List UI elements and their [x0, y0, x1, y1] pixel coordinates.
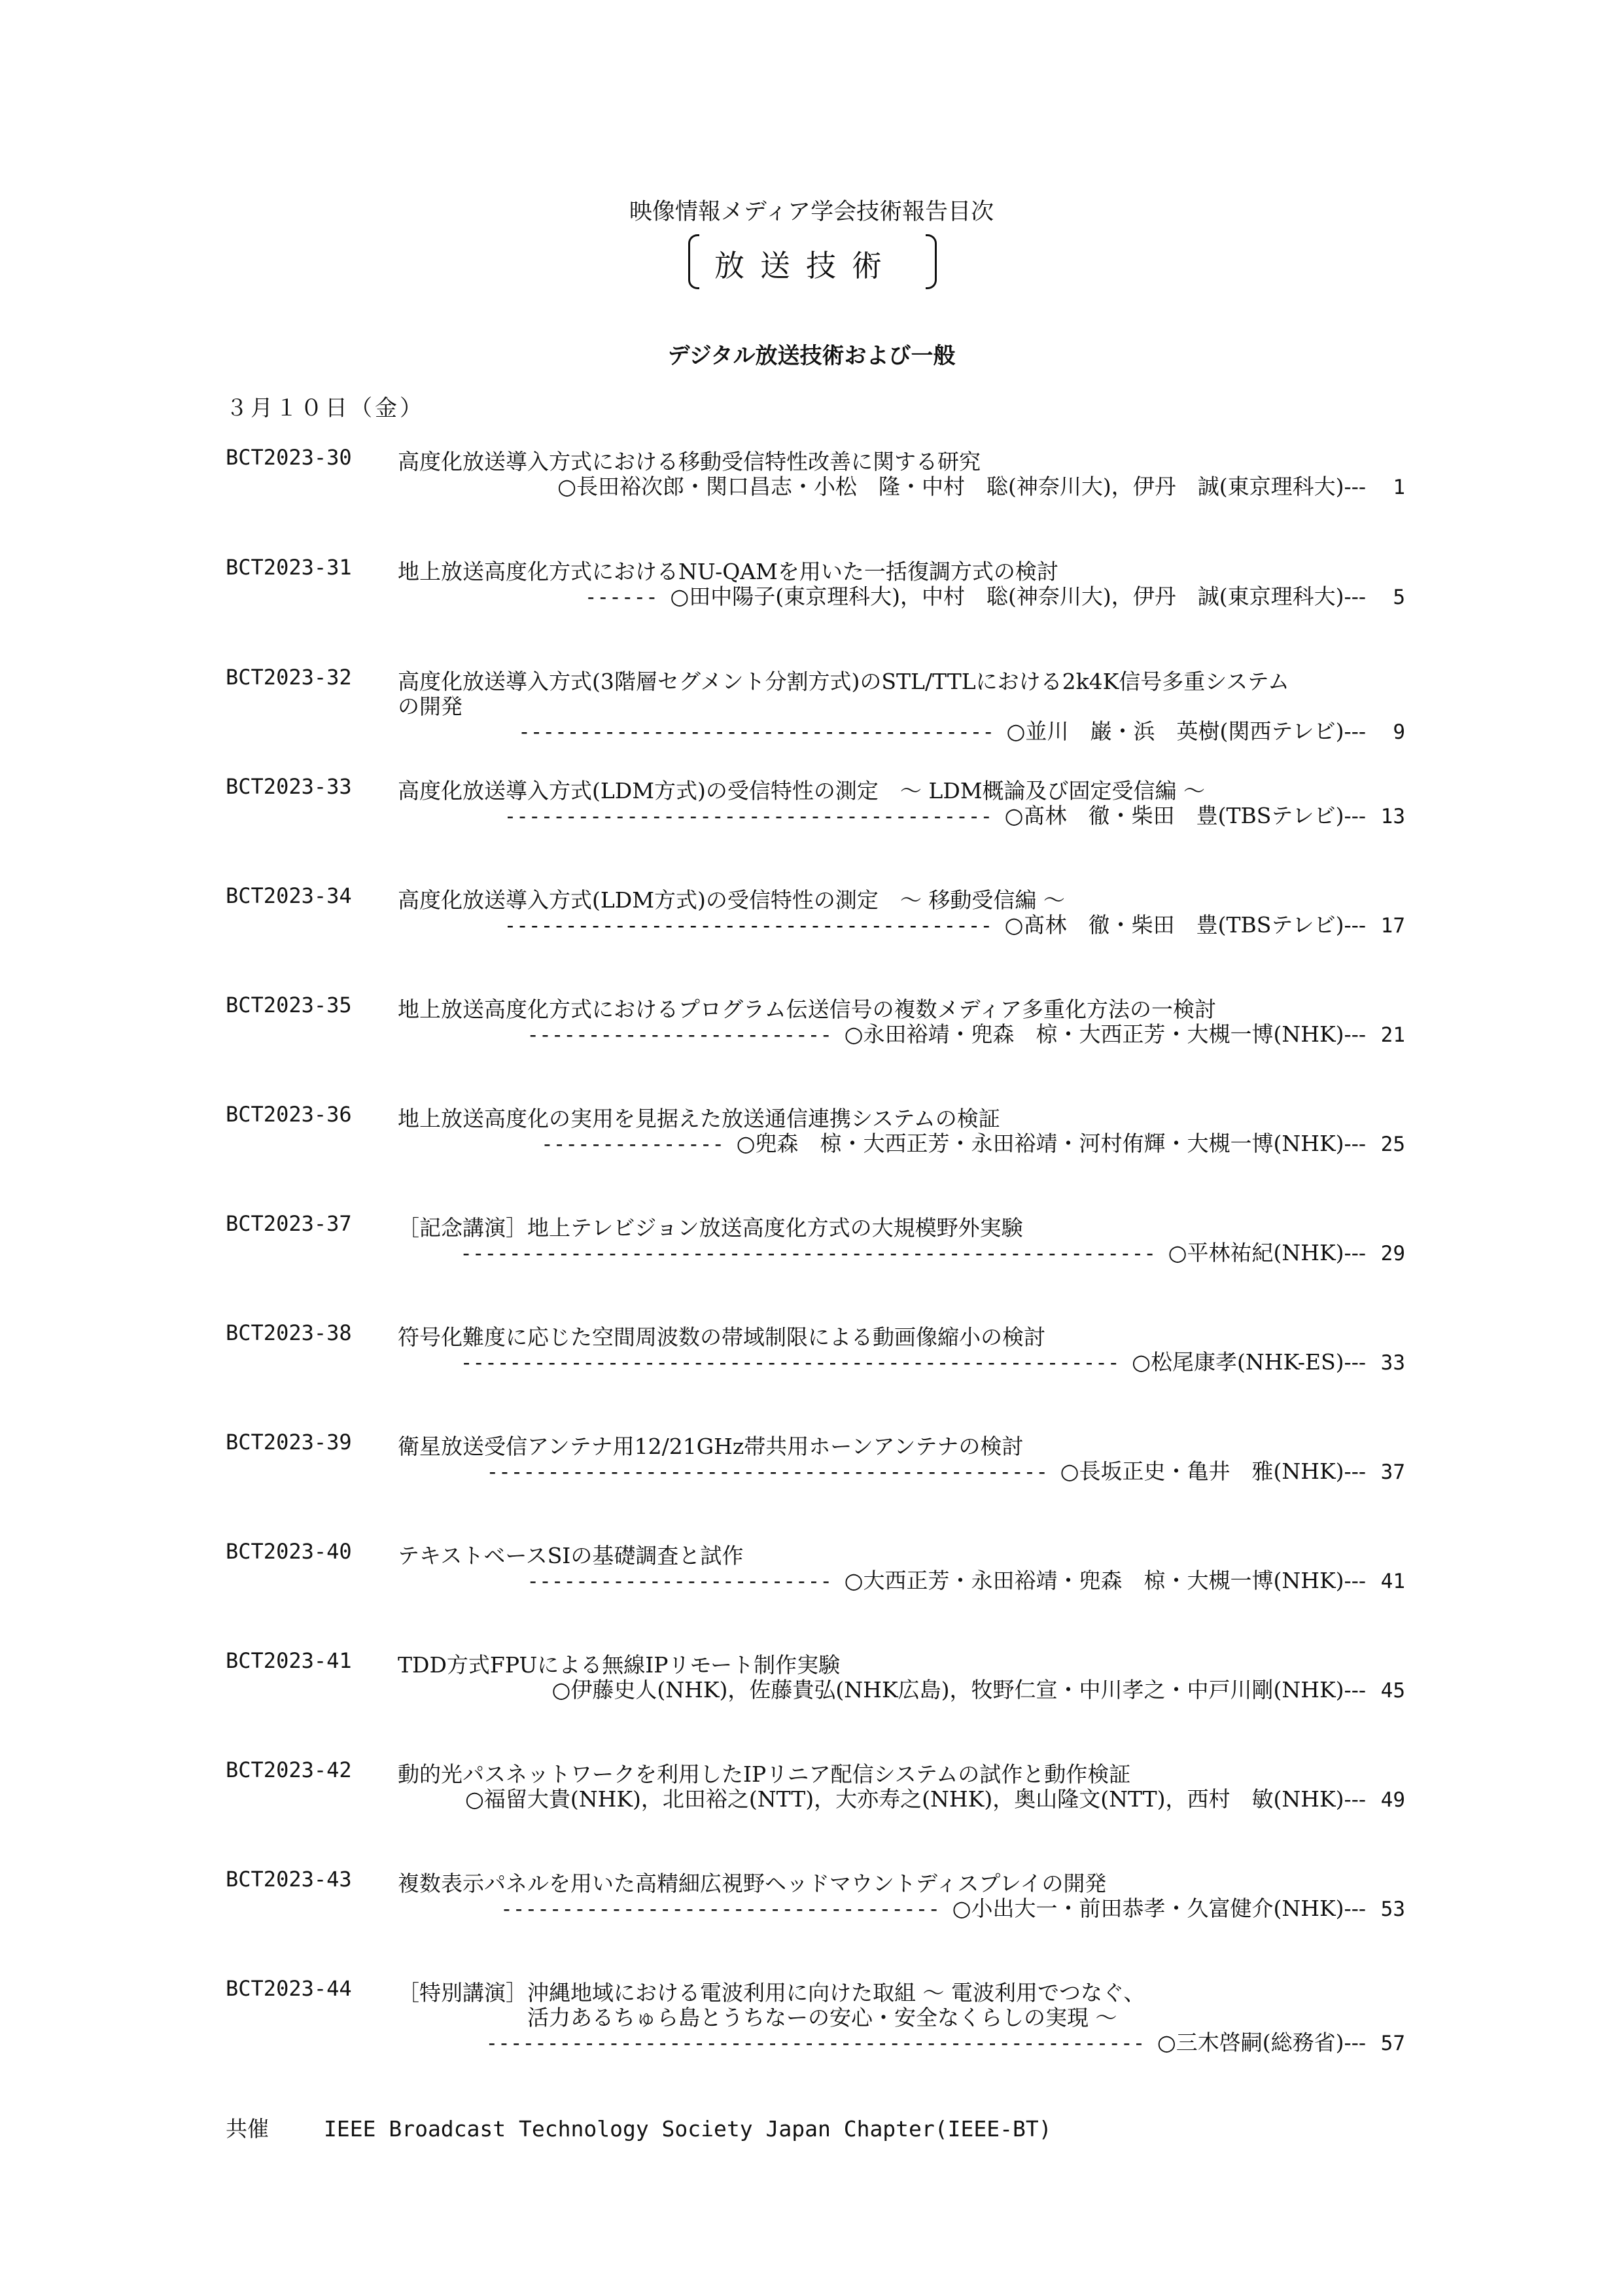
entry-page-number: 21 — [1380, 1023, 1405, 1047]
entry-title: 高度化放送導入方式(LDM方式)の受信特性の測定 ～ 移動受信編 ～ — [398, 887, 1065, 913]
entry-title: 地上放送高度化の実用を見据えた放送通信連携システムの検証 — [398, 1106, 1000, 1131]
entry-title: 符号化難度に応じた空間周波数の帯域制限による動画像縮小の検討 — [398, 1324, 1045, 1350]
entry-page-number: 41 — [1380, 1570, 1405, 1593]
cosponsor-text: IEEE Broadcast Technology Society Japan Chapter(IEEE-BT) — [324, 2116, 1052, 2142]
entry-authors-line — [486, 1455, 1405, 1485]
entry-page-number: 9 — [1393, 720, 1405, 744]
entry-authors-line — [461, 1345, 1405, 1376]
entry-authors: ○髙林 徹・柴田 豊(TBSテレビ)--- — [1004, 912, 1366, 938]
entry-code: BCT2023-39 — [226, 1430, 352, 1455]
entry-title: 衛星放送受信アンテナ用12/21GHz帯共用ホーンアンテナの検討 — [398, 1434, 1024, 1459]
leader-dashes: ---------------------------------------- — [504, 805, 1005, 828]
entry-authors-line — [486, 2026, 1406, 2057]
leader-dashes: ------------------------------------------------------ — [460, 1351, 1132, 1375]
leader-dashes: ---------------------------------------- — [504, 914, 1005, 938]
report-series-title: 映像情報メディア学会技術報告目次 — [629, 199, 994, 225]
entry-title: TDD方式FPUによる無線IPリモート制作実験 — [398, 1652, 841, 1678]
entry-authors-line — [527, 1564, 1405, 1595]
entry-code: BCT2023-31 — [226, 555, 352, 580]
entry-authors: ○伊藤史人(NHK)，佐藤貴弘(NHK広島)，牧野仁宣・中川孝之・中戸川剛(NHK)--- — [551, 1677, 1366, 1703]
leader-dashes: ------------------------- — [527, 1570, 845, 1593]
entry-code: BCT2023-32 — [226, 665, 352, 690]
entry-page-number: 13 — [1380, 805, 1405, 828]
cosponsor-label: 共催 — [226, 2116, 269, 2142]
entry-authors-line — [585, 580, 1405, 610]
entry-code: BCT2023-42 — [226, 1757, 352, 1782]
entry-title: 地上放送高度化方式におけるNU-QAMを用いた一括復調方式の検討 — [398, 559, 1058, 584]
entry-authors-line — [541, 1127, 1405, 1157]
entry-page-number: 49 — [1380, 1788, 1405, 1812]
leader-dashes: --------------------------------------------------------- — [460, 1242, 1168, 1265]
leader-dashes: --------------------------------------- — [518, 720, 1007, 744]
entry-authors-line — [460, 1236, 1405, 1267]
session-date: ３月１０日（金） — [226, 395, 425, 421]
entry-authors: ○田中陽子(東京理科大)，中村 聡(神奈川大)，伊丹 誠(東京理科大)--- — [670, 584, 1366, 609]
footer — [226, 2112, 1052, 2143]
entry-title: ［記念講演］地上テレビジョン放送高度化方式の大規模野外実験 — [398, 1215, 1023, 1241]
entry-authors-line — [518, 715, 1405, 745]
entry-page-number: 33 — [1380, 1351, 1405, 1375]
entry-authors: ○小出大一・前田恭孝・久富健介(NHK)--- — [952, 1896, 1366, 1921]
entry-authors-line — [465, 1782, 1405, 1813]
entry-code: BCT2023-41 — [226, 1648, 352, 1673]
entry-page-number: 29 — [1380, 1242, 1405, 1265]
entry-code: BCT2023-37 — [226, 1211, 352, 1236]
entry-page-number: 37 — [1380, 1460, 1405, 1484]
entry-page-number: 1 — [1393, 476, 1405, 499]
leader-dashes: ---------------------------------------------- — [486, 1460, 1060, 1484]
category-title-text: 放送技術 — [714, 248, 898, 283]
entry-authors: ○福留大貴(NHK)，北田裕之(NTT)，大亦寿之(NHK)，奥山隆文(NTT)，西村 敏(NHK)--- — [465, 1786, 1366, 1812]
entry-authors: ○髙林 徹・柴田 豊(TBSテレビ)--- — [1004, 803, 1366, 828]
entry-code: BCT2023-34 — [226, 883, 352, 908]
entry-title: 動的光パスネットワークを利用したIPリニア配信システムの試作と動作検証 — [398, 1761, 1131, 1787]
entry-authors-line — [552, 1673, 1405, 1704]
entry-title: 高度化放送導入方式(LDM方式)の受信特性の測定 ～ LDM概論及び固定受信編 ～ — [398, 778, 1206, 804]
entry-authors-line — [504, 799, 1405, 830]
entry-code: BCT2023-43 — [226, 1867, 352, 1892]
entry-code: BCT2023-38 — [226, 1320, 352, 1345]
entry-code: BCT2023-35 — [226, 993, 352, 1017]
leader-dashes: ------------------------- — [527, 1023, 845, 1047]
entry-authors-line — [557, 470, 1405, 501]
entry-authors: ○兜森 椋・大西正芳・永田裕靖・河村侑輝・大槻一博(NHK)--- — [736, 1131, 1366, 1156]
section-title: デジタル放送技術および一般 — [667, 343, 956, 369]
leader-dashes: --------------- — [541, 1133, 737, 1156]
entry-authors-line — [500, 1892, 1405, 1922]
entry-page-number: 57 — [1380, 2032, 1405, 2055]
leader-dashes: ------------------------------------ — [500, 1898, 952, 1921]
entry-authors: ○長坂正史・亀井 雅(NHK)--- — [1060, 1458, 1366, 1484]
entry-title: の開発 — [398, 694, 462, 719]
entry-authors-line — [527, 1017, 1405, 1048]
leader-dashes: ------------------------------------------------------ — [485, 2032, 1157, 2055]
entry-page-number: 5 — [1393, 586, 1405, 609]
entry-title: テキストベースSIの基礎調査と試作 — [398, 1543, 744, 1568]
entry-title: 地上放送高度化方式におけるプログラム伝送信号の複数メディア多重化方法の一検討 — [398, 997, 1217, 1022]
category-title — [688, 234, 937, 291]
entry-code: BCT2023-33 — [226, 774, 352, 799]
bracket-right — [926, 234, 937, 289]
entry-title: 高度化放送導入方式における移動受信特性改善に関する研究 — [398, 449, 981, 474]
entry-title: ［特別講演］沖縄地域における電波利用に向けた取組 ～ 電波利用でつなぐ、 — [398, 1980, 1145, 2005]
entry-authors: ○平林祐紀(NHK)--- — [1168, 1240, 1366, 1265]
leader-dashes: ------ — [584, 586, 671, 609]
entry-page-number: 25 — [1380, 1133, 1405, 1156]
entry-code: BCT2023-40 — [226, 1539, 352, 1564]
entry-authors: ○松尾康孝(NHK-ES)--- — [1132, 1349, 1366, 1375]
entry-authors: ○三木啓嗣(総務省)--- — [1157, 2030, 1366, 2055]
entry-code: BCT2023-36 — [226, 1102, 352, 1127]
entry-authors: ○長田裕次郎・関口昌志・小松 隆・中村 聡(神奈川大)，伊丹 誠(東京理科大)--- — [557, 474, 1366, 499]
entry-authors: ○並川 巌・浜 英樹(関西テレビ)--- — [1006, 718, 1366, 744]
entry-page-number: 53 — [1380, 1898, 1405, 1921]
entry-page-number: 45 — [1380, 1679, 1405, 1703]
entry-page-number: 17 — [1380, 914, 1405, 938]
entry-authors-line — [504, 908, 1405, 939]
entry-code: BCT2023-44 — [226, 1976, 352, 2001]
entry-title: 複数表示パネルを用いた高精細広視野ヘッドマウントディスプレイの開発 — [398, 1871, 1107, 1896]
entry-authors: ○大西正芳・永田裕靖・兜森 椋・大槻一博(NHK)--- — [844, 1568, 1366, 1593]
entry-code: BCT2023-30 — [226, 445, 352, 470]
bracket-left — [688, 234, 699, 289]
entry-authors: ○永田裕靖・兜森 椋・大西正芳・大槻一博(NHK)--- — [844, 1021, 1366, 1047]
entry-title: 活力あるちゅら島とうちなーの安心・安全なくらしの実現 ～ — [398, 2005, 1117, 2030]
entry-title: 高度化放送導入方式(3階層セグメント分割方式)のSTL/TTLにおける2k4K信号多重システム — [398, 669, 1289, 694]
